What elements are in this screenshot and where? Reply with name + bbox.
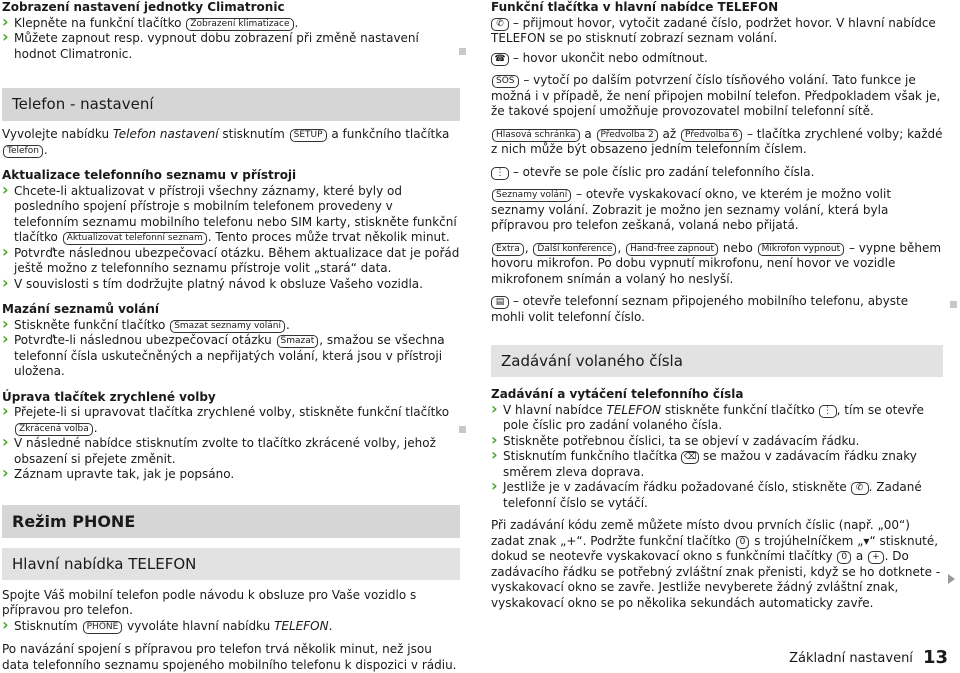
section-end-marker [459, 426, 466, 433]
mailbox-key[interactable]: Hlasová schránka [492, 129, 580, 142]
footer-section: Základní nastavení [789, 650, 913, 666]
update-step-1: › Chcete-li aktualizovat v přístroji všechny záznamy, které byly od posledního spojení přístroje s mobilním telefonem provedeny v telefonním seznamu mobilního telefonu nebo SIM karty, stiskněte funkční tlačítko Aktualizovat telefonní seznam . Tento proces může trvat několik minut. [2, 184, 460, 246]
setup-key[interactable]: SETUP [290, 129, 327, 142]
country-code-note: Při zadávání kódu země můžete místo dvou prvních číslic (např. „00“) zadat znak „+“. Podržte funkční tlačítko 0 s trojúhelníčkem „▾“ stisknuté, dokud se neotevře vyskakovací okno s funkčními tlačítky 0 a + . Do zadávacího řádku se potřebný zvláštní znak přenisti, když se ho dotknete - vyskakovací okno se zavře. Jestliže nevyberete žádný zvláštní znak, vyskakovací okno se po několika sekundách automaticky zavře. [491, 518, 941, 610]
plus-key[interactable]: + [868, 551, 884, 564]
zero-key[interactable]: 0 [736, 536, 750, 549]
dial-band: Zadávání volaného čísla [491, 345, 943, 377]
mailbox-desc: Hlasová schránka a Předvolba 2 až Předvolba 6 – tlačítka zrychlené volby; každé z nich může být obsazeno jedním telefonním číslem. [491, 126, 943, 156]
conference-key[interactable]: Další konference [533, 243, 616, 256]
delete-step-2: › Potvrďte-li následnou ubezpečovací otázku Smazat , smažou se všechna telefonní čísla uskutečněných a nepřijatých volání, která jsou v přístroji uložena. [2, 333, 460, 380]
quick-step-3: › Záznam upravte tak, jak je popsáno. [2, 467, 460, 483]
extra-key[interactable]: Extra [492, 243, 524, 256]
page-footer [789, 646, 948, 668]
clima-step-1: › Klepněte na funkční tlačítko Zobrazení klimatizace . [2, 16, 460, 32]
continue-arrow [948, 574, 955, 584]
extra-desc: Extra , Další konference , Hand-free zapnout nebo Mikrofon vypnout – vypne během hovoru mikrofon. Po dobu vypnutí mikrofonu, není hovor ve vozidle mikrofonem snímán a volaný ho neslyší. [491, 240, 942, 286]
dial-step-4: › Jestliže je v zadávacím řádku požadované číslo, stiskněte ✆ . Zadané telefonní číslo se vytáčí. [491, 480, 943, 511]
delete-heading: Mazání seznamů volání [2, 302, 160, 316]
phone-accept-icon[interactable]: ✆ [851, 482, 869, 495]
func-heading: Funkční tlačítka v hlavní nabídce TELEFON [491, 0, 779, 14]
phone-mode-band: Režim PHONE [2, 505, 460, 538]
zero-key[interactable]: 0 [837, 551, 851, 564]
delete-step-1: › Stiskněte funkční tlačítko Smazat seznamy volání . [2, 318, 460, 334]
call-lists-key[interactable]: Seznamy volání [492, 189, 571, 202]
backspace-icon[interactable]: ⌫ [681, 451, 699, 464]
update-step-3: › V souvislosti s tím dodržujte platný návod k obsluze Vašeho vozidla. [2, 277, 460, 293]
preset-2-key[interactable]: Předvolba 2 [597, 129, 658, 142]
hangup-desc: ☎ – hovor ukončit nebo odmítnout. [491, 51, 943, 67]
page-number: 13 [922, 646, 948, 668]
menu-note: Po navázání spojení s přípravou pro telefon trvá několik minut, než jsou data telefonního seznamu spojeného mobilního telefonu k dispozici v rádiu. [2, 642, 457, 672]
delete-lists-key[interactable]: Smazat seznamy volání [170, 320, 285, 333]
left-column [2, 0, 460, 673]
dial-step-2: › Stiskněte potřebnou číslici, ta se objeví v zadávacím řádku. [491, 434, 943, 450]
phone-key[interactable]: PHONE [83, 621, 123, 634]
quick-step-1: › Přejete-li si upravovat tlačítka zrychlené volby, stiskněte funkční tlačítko Zkrácená volba . [2, 405, 460, 436]
dial-heading: Zadávání a vytáčení telefonního čísla [491, 387, 744, 401]
preset-6-key[interactable]: Předvolba 6 [681, 129, 742, 142]
section-end-marker [459, 48, 466, 55]
triangle-glyph: ▾ [863, 533, 870, 548]
update-step-2: › Potvrďte následnou ubezpečovací otázku. Během aktualizace dat je pořád ještě možno z telefonního seznamu přístroje volit „stará“ data. [2, 246, 460, 277]
quick-dial-key[interactable]: Zkrácená volba [15, 423, 93, 436]
menu-intro: Spojte Váš mobilní telefon podle návodu k obsluze pro Vaše vozidlo s přípravou pro telefon. [2, 587, 417, 617]
sos-desc: SOS – vytočí po dalším potvrzení číslo tísňového volání. Tato funkce je možná i v případě, že není připojen mobilní telefon. Předpokladem však je, že takové spojení umožňuje provozovatel mobilní telefonní sítě. [491, 73, 941, 118]
keypad-desc: ⋮ – otevře se pole číslic pro zadání telefonního čísla. [491, 165, 943, 181]
telefon-key[interactable]: Telefon [3, 145, 43, 158]
quick-step-2: › V následné nabídce stisknutím zvolte to tlačítko zkrácené volby, jehož obsazení si přejete změnit. [2, 436, 460, 467]
delete-key[interactable]: Smazat [277, 335, 319, 348]
phone-settings-text: Vyvolejte nabídku Telefon nastavení stisknutím SETUP a funkčního tlačítka Telefon . [2, 127, 450, 157]
sos-key[interactable]: SOS [492, 75, 519, 88]
handsfree-key[interactable]: Hand-free zapnout [626, 243, 718, 256]
lists-desc: Seznamy volání – otevře vyskakovací okno, ve kterém je možno volit seznamy volání. Zobrazit je možno jen seznamy volání, která byla přípravou pro telefon zeškaná, volaná nebo přijatá. [491, 187, 892, 232]
clima-heading: Zobrazení nastavení jednotky Climatronic [2, 0, 285, 14]
dial-step-1: › V hlavní nabídce TELEFON stiskněte funkční tlačítko ⋮ , tím se otevře pole číslic pro zadání volaného čísla. [491, 403, 943, 434]
keypad-icon[interactable]: ⋮ [491, 167, 509, 180]
keypad-icon[interactable]: ⋮ [819, 405, 837, 418]
update-heading: Aktualizace telefonního seznamu v přístroji [2, 168, 297, 182]
mic-off-key[interactable]: Mikrofon vypnout [758, 243, 845, 256]
dial-step-3: › Stisknutím funkčního tlačítka ⌫ se mažou v zadávacím řádku znaky směrem zleva doprava. [491, 449, 943, 480]
clima-step-2: › Můžete zapnout resp. vypnout dobu zobrazení při změně nastavení hodnot Climatronic. [2, 31, 460, 62]
right-column [491, 0, 943, 611]
climate-display-key[interactable]: Zobrazení klimatizace [186, 18, 293, 31]
quick-heading: Úprava tlačítek zrychlené volby [2, 389, 216, 404]
phonebook-icon[interactable]: ▤ [491, 296, 509, 309]
phone-accept-icon[interactable]: ✆ [491, 18, 509, 31]
accept-desc: ✆ – přijmout hovor, vytočit zadané číslo, podržet hovor. V hlavní nabídce TELEFON se po stisknutí zobrazí seznam volání. [491, 15, 936, 45]
update-phonebook-key[interactable]: Aktualizovat telefonní seznam [63, 232, 207, 245]
phone-hangup-icon[interactable]: ☎ [491, 53, 509, 66]
section-end-marker [950, 301, 957, 308]
phone-menu-band: Hlavní nabídka TELEFON [2, 548, 460, 580]
book-desc: ▤ – otevře telefonní seznam připojeného mobilního telefonu, abyste mohli volit telefonní číslo. [491, 294, 909, 324]
phone-settings-band: Telefon - nastavení [2, 88, 460, 121]
menu-step-1: › Stisknutím PHONE vyvoláte hlavní nabídku TELEFON. [2, 619, 460, 635]
